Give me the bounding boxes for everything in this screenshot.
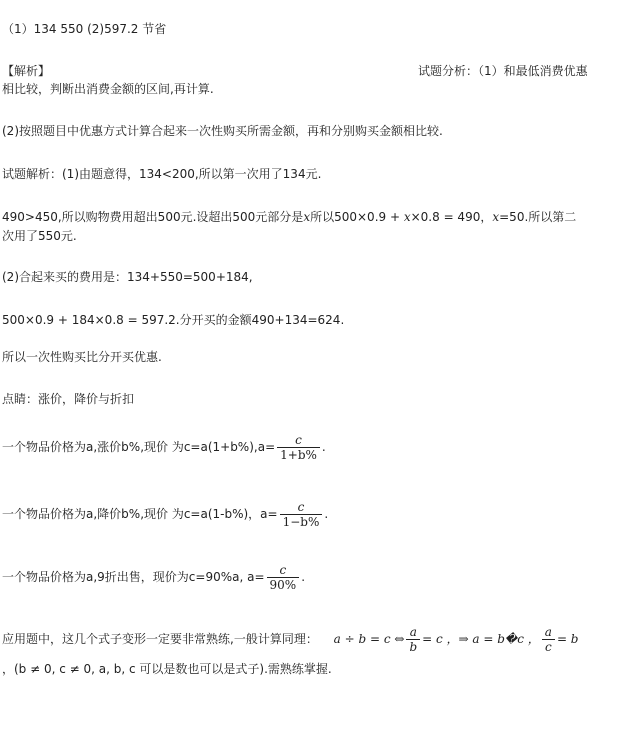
note-eq1: a ÷ b = c ⇔: [333, 632, 405, 646]
tip-rise-text: 一个物品价格为a,涨价b%,现价 为c=a(1+b%),a=: [2, 440, 276, 454]
fraction-denominator: 90%: [267, 577, 300, 592]
var-x: x: [492, 210, 500, 224]
period: .: [321, 440, 326, 454]
analysis-intro-cont: 相比较，判断出消费金额的区间,再计算.: [2, 82, 214, 96]
fraction-numerator: a: [409, 625, 417, 639]
note-line-1: [2, 622, 579, 656]
analysis-label: 试题分析：: [418, 64, 479, 78]
tip-fall-text: 一个物品价格为a,降价b%,现价 为c=a(1-b%)，a=: [2, 507, 278, 521]
tip-price-fall: [2, 497, 328, 531]
period: .: [324, 507, 329, 521]
solution-conclusion: 所以一次性购买比分开买优惠.: [2, 350, 162, 364]
analysis-part2: (2)按照题目中优惠方式计算合起来一次性购买所需金额，再和分别购买金额相比较.: [2, 124, 443, 138]
solution-line-1: 试题解析：(1)由题意得，134<200,所以第一次用了134元.: [2, 167, 322, 181]
fall-fraction: [280, 500, 323, 529]
var-x: x: [303, 210, 311, 224]
discount-fraction: [267, 563, 300, 592]
fraction-numerator: a: [544, 625, 552, 639]
note-fraction-a-b: [406, 625, 420, 654]
solution-line-2: [2, 208, 576, 226]
answer-line: （1）134 550 (2)597.2 节省: [2, 22, 167, 36]
solution-line-2-part1: 490>450,所以购物费用超出500元.设超出500元部分是: [2, 210, 304, 224]
solution-line-3: (2)合起来买的费用是：134+550=500+184,: [2, 270, 253, 284]
rise-fraction: [277, 433, 320, 462]
var-x: x: [403, 210, 411, 224]
solution-line-2-part4: =50.所以第二: [499, 210, 577, 224]
analysis-intro-text: （1）和最低消费优惠: [478, 64, 588, 78]
period: .: [301, 570, 306, 584]
analysis-heading: 【解析】: [2, 64, 51, 78]
solution-line-2-part3: ×0.8 = 490，: [410, 210, 493, 224]
fraction-denominator: 1−b%: [280, 514, 323, 529]
note-line-2: ，(b ≠ 0, c ≠ 0, a, b, c 可以是数也可以是式子).需熟练掌握.: [2, 662, 332, 676]
note-fraction-a-c: [542, 625, 555, 654]
tip-price-rise: [2, 430, 326, 464]
tips-title: 点睛：涨价，降价与折扣: [2, 392, 135, 406]
note-eq2-tail: = b: [556, 632, 579, 646]
solution-line-2b: 次用了550元.: [2, 229, 77, 243]
fraction-denominator: 1+b%: [277, 447, 320, 462]
note-eq1-tail: = c ，⇒ a = b�c ，: [422, 632, 540, 646]
note-text: 应用题中，这几个式子变形一定要非常熟练,一般计算同理：: [2, 632, 318, 646]
fraction-denominator: b: [406, 639, 420, 654]
fraction-denominator: c: [542, 639, 555, 654]
tip-discount-text: 一个物品价格为a,9折出售，现价为c=90%a, a=: [2, 570, 265, 584]
fraction-numerator: c: [295, 433, 302, 447]
tip-discount: [2, 560, 305, 594]
fraction-numerator: c: [297, 500, 305, 514]
fraction-numerator: c: [279, 563, 287, 577]
solution-line-2-part2: 所以500×0.9 +: [310, 210, 404, 224]
solution-line-4: 500×0.9 + 184×0.8 = 597.2.分开买的金额490+134=624.: [2, 313, 345, 327]
analysis-intro: [418, 62, 588, 80]
